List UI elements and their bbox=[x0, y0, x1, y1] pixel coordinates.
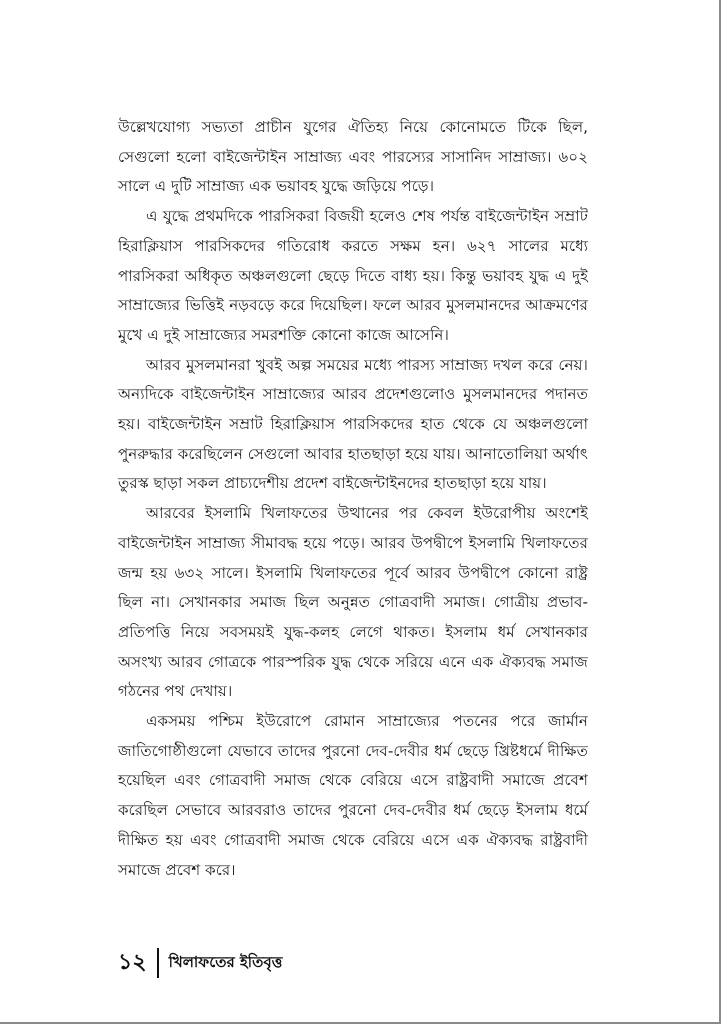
paragraph: এ যুদ্ধে প্রথমদিকে পারসিকরা বিজয়ী হলেও শেষ পর্যন্ত বাইজেন্টাইন সম্রাট হিরাক্লিয়াস পারসিকদের গতিরোধ করতে সক্ষম হন। ৬২৭ সালের মধ্যে পারসিকরা অধিকৃত অঞ্চলগুলো ছেড়ে দিতে বাধ্য হয়। কিন্তু ভয়াবহ যুদ্ধ এ দুই সাম্রাজ্যের ভিত্তিই নড়বড়ে করে দিয়েছিল। ফলে আরব মুসলমানদের আক্রমণের মুখে এ দুই সাম্রাজ্যের সমরশক্তি কোনো কাজে আসেনি। bbox=[118, 207, 588, 344]
page-number: ১২ bbox=[118, 949, 147, 975]
footer-divider bbox=[157, 948, 159, 978]
paragraph: আরবের ইসলামি খিলাফতের উত্থানের পর কেবল ইউরোপীয় অংশেই বাইজেন্টাইন সাম্রাজ্য সীমাবদ্ধ হয়ে পড়ে। আরব উপদ্বীপে ইসলামি খিলাফতের জন্ম হয় ৬৩২ সালে। ইসলামি খিলাফতের পূর্বে আরব উপদ্বীপে কোনো রাষ্ট্র ছিল না। সেখানকার সমাজ ছিল অনুন্নত গোত্রবাদী সমাজ। গোত্রীয় প্রভাব-প্রতিপত্তি নিয়ে সবসময়ই যুদ্ধ-কলহ লেগে থাকত। ইসলাম ধর্ম সেখানকার অসংখ্য আরব গোত্রকে পারস্পরিক যুদ্ধ থেকে সরিয়ে এনে এক ঐক্যবদ্ধ সমাজ গঠনের পথ দেখায়। bbox=[118, 504, 588, 701]
body-text bbox=[118, 113, 588, 885]
paragraph: আরব মুসলমানরা খুবই অল্প সময়ের মধ্যে পারস্য সাম্রাজ্য দখল করে নেয়। অন্যদিকে বাইজেন্টাইন সাম্রাজ্যের আরব প্রদেশগুলোও মুসলমানদের পদানত হয়। বাইজেন্টাইন সম্রাট হিরাক্লিয়াস পারসিকদের হাত থেকে যে অঞ্চলগুলো পুনরুদ্ধার করেছিলেন সেগুলো আবার হাতছাড়া হয়ে যায়। আনাতোলিয়া অর্থাৎ তুরস্ক ছাড়া সকল প্রাচ্যদেশীয় প্রদেশ বাইজেন্টাইনদের হাতছাড়া হয়ে যায়। bbox=[118, 355, 588, 493]
paragraph: একসময় পশ্চিম ইউরোপে রোমান সাম্রাজ্যের পতনের পরে জার্মান জাতিগোষ্ঠীগুলো যেভাবে তাদের পুরনো দেব-দেবীর ধর্ম ছেড়ে খ্রিষ্টধর্মে দীক্ষিত হয়েছিল এবং গোত্রবাদী সমাজ থেকে বেরিয়ে এসে রাষ্ট্রবাদী সমাজে প্রবেশ করেছিল সেভাবে আরবরাও তাদের পুরনো দেব-দেবীর ধর্ম ছেড়ে ইসলাম ধর্মে দীক্ষিত হয় এবং গোত্রবাদী সমাজ থেকে বেরিয়ে এসে এক ঐক্যবদ্ধ রাষ্ট্রবাদী সমাজে প্রবেশ করে। bbox=[118, 712, 588, 879]
running-title: খিলাফতের ইতিবৃত্ত bbox=[168, 952, 283, 971]
paragraph: উল্লেখযোগ্য সভ্যতা প্রাচীন যুগের ঐতিহ্য নিয়ে কোনোমতে টিকে ছিল, সেগুলো হলো বাইজেন্টাইন সাম্রাজ্য এবং পারস্যের সাসানিদ সাম্রাজ্য। ৬০২ সালে এ দুটি সাম্রাজ্য এক ভয়াবহ যুদ্ধে জড়িয়ে পড়ে। bbox=[118, 118, 588, 196]
page-footer bbox=[118, 945, 282, 981]
